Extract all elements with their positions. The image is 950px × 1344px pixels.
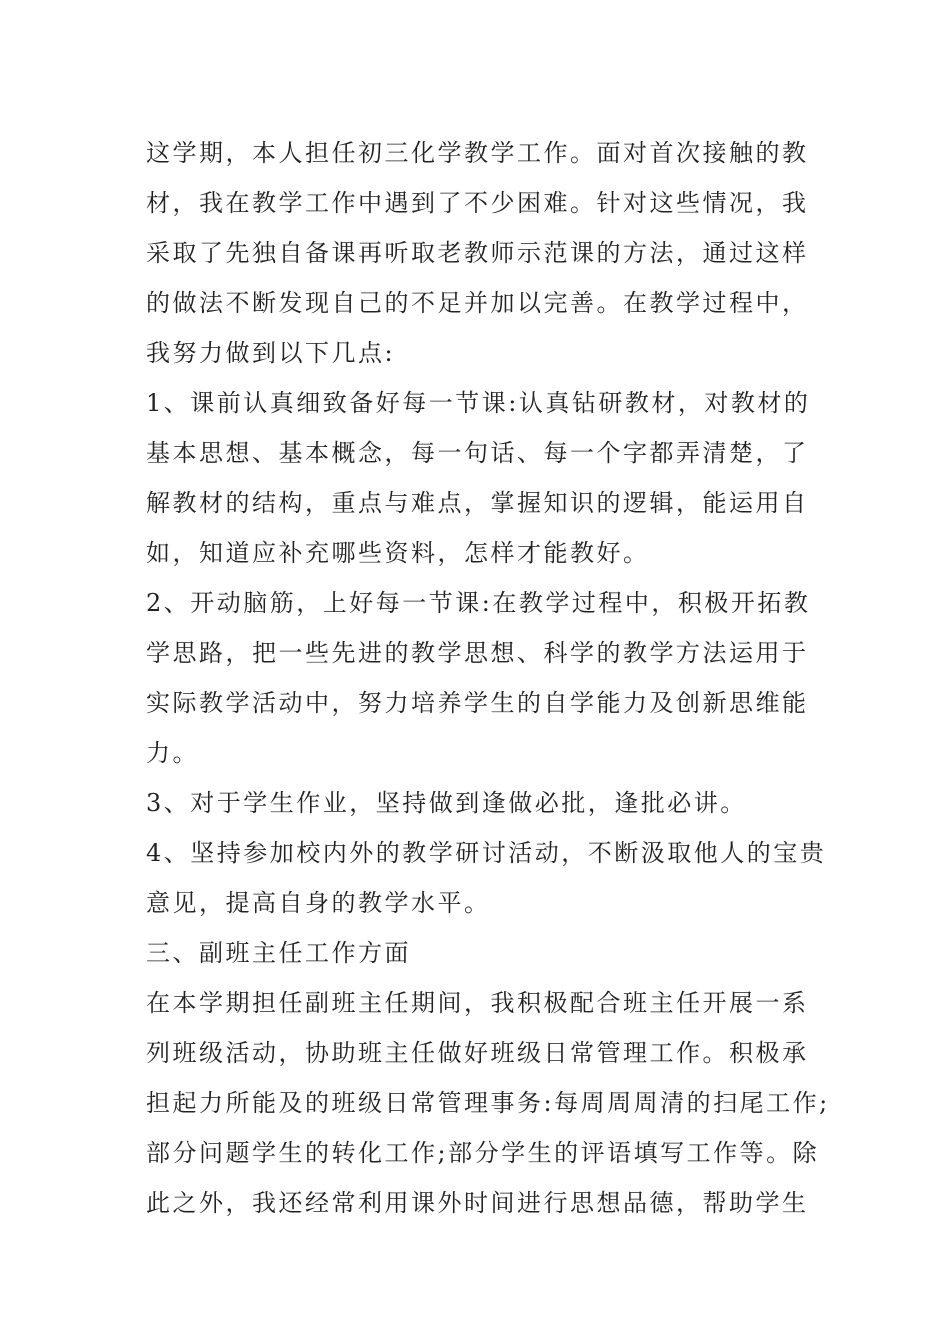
text-line: 的做法不断发现自己的不足并加以完善。在教学过程中， bbox=[146, 289, 809, 317]
text-line: 学思路，把一些先进的教学思想、科学的教学方法运用于 bbox=[146, 639, 809, 667]
text-line: 列班级活动，协助班主任做好班级日常管理工作。积极承 bbox=[146, 1039, 809, 1067]
text-line: 基本思想、基本概念，每一句话、每一个字都弄清楚，了 bbox=[146, 439, 809, 467]
text-line: 实际教学活动中，努力培养学生的自学能力及创新思维能 bbox=[146, 689, 809, 717]
text-line: 材，我在教学工作中遇到了不少困难。针对这些情况，我 bbox=[146, 189, 809, 217]
list-item-3-line: 3、对于学生作业，坚持做到逢做必批，逢批必讲。 bbox=[146, 789, 747, 817]
text-line: 部分问题学生的转化工作;部分学生的评语填写工作等。除 bbox=[146, 1139, 820, 1167]
text-line: 力。 bbox=[146, 739, 199, 767]
list-item-4-line: 4、坚持参加校内外的教学研讨活动，不断汲取他人的宝贵 bbox=[146, 839, 827, 867]
text-line: 采取了先独自备课再听取老教师示范课的方法，通过这样 bbox=[146, 239, 809, 267]
list-item-1-line: 1、课前认真细致备好每一节课:认真钻研教材，对教材的 bbox=[146, 389, 811, 417]
list-item-2-line: 2、开动脑筋，上好每一节课:在教学过程中，积极开拓教 bbox=[146, 589, 811, 617]
text-line: 此之外，我还经常利用课外时间进行思想品德，帮助学生 bbox=[146, 1189, 809, 1217]
document-body bbox=[146, 128, 830, 1228]
text-line: 解教材的结构，重点与难点，掌握知识的逻辑，能运用自 bbox=[146, 489, 809, 517]
section-heading: 三、副班主任工作方面 bbox=[146, 939, 411, 967]
text-line: 这学期，本人担任初三化学教学工作。面对首次接触的教 bbox=[146, 139, 809, 167]
text-line: 我努力做到以下几点: bbox=[146, 339, 396, 367]
text-line: 在本学期担任副班主任期间，我积极配合班主任开展一系 bbox=[146, 989, 809, 1017]
text-line: 担起力所能及的班级日常管理事务:每周周周清的扫尾工作; bbox=[146, 1089, 830, 1117]
text-line: 意见，提高自身的教学水平。 bbox=[146, 889, 491, 917]
text-line: 如，知道应补充哪些资料，怎样才能教好。 bbox=[146, 539, 650, 567]
